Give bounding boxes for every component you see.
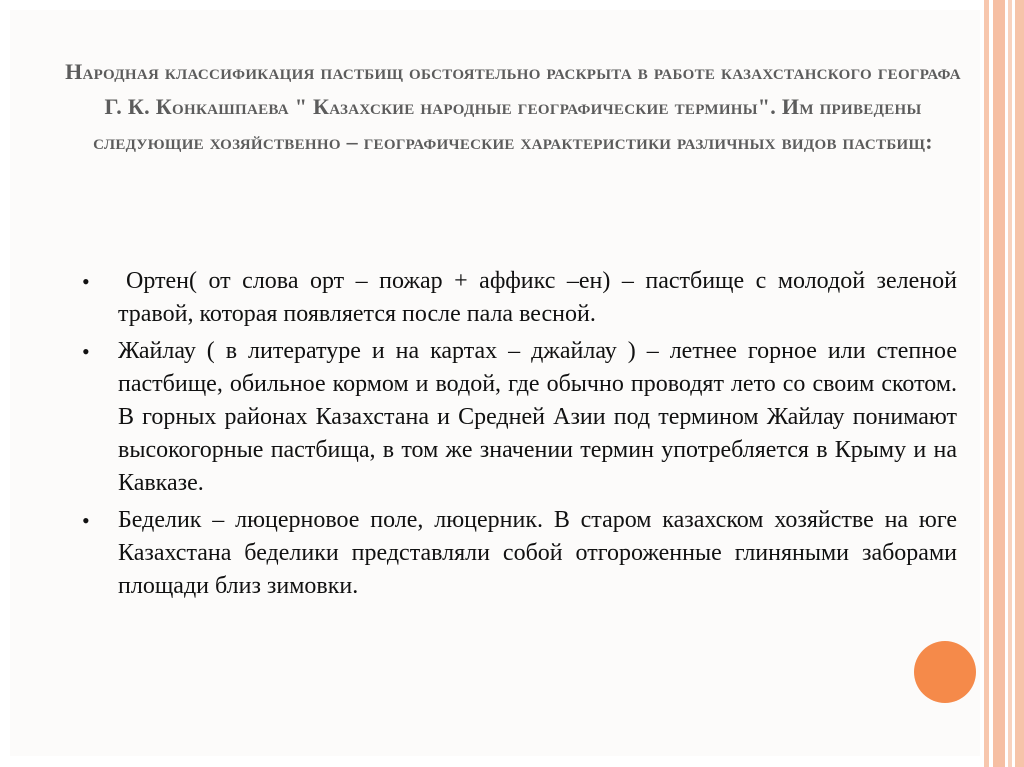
stripe: [984, 0, 989, 767]
bullet-text: Беделик – люцерновое поле, люцерник. В старом казахском хозяйстве на юге Казахстана беделики представляли собой отгороженные глиняными заборами площади близ зимовки.: [118, 507, 957, 599]
bullet-list: [82, 265, 957, 607]
bullet-text: Жайлау ( в литературе и на картах – джайлау ) – летнее горное или степное пастбище, обильное кормом и водой, где обычно проводят лето со своим скотом. В горных районах Казахстана и Средней Азии под термином Жайлау понимают высокогорные пастбища, в том же значении термин употребляется в Крыму и на Кавказе.: [118, 338, 957, 496]
stripe: [993, 0, 1005, 767]
bullet-item-orten: [82, 265, 957, 331]
decorative-circle: [914, 641, 976, 703]
decorative-stripes: [984, 0, 1024, 767]
stripe: [1015, 0, 1024, 767]
bullet-item-zhailau: [82, 335, 957, 500]
bullet-marker: •: [82, 508, 90, 533]
bullet-marker: •: [82, 269, 90, 294]
bullet-text: Ортен( от слова орт – пожар + аффикс –ен) – пастбище с молодой зеленой травой, которая появляется после пала весной.: [118, 268, 957, 327]
bullet-marker: •: [82, 339, 90, 364]
stripe: [1008, 0, 1012, 767]
slide-title: Народная классификация пастбищ обстоятельно раскрыта в работе казахстанского географа Г. К. Конкашпаева " Казахские народные географические термины". Им приведены следующие хозяйственно – географические характеристики различных видов пастбищ:: [65, 59, 961, 154]
bullet-item-bedelik: [82, 504, 957, 603]
